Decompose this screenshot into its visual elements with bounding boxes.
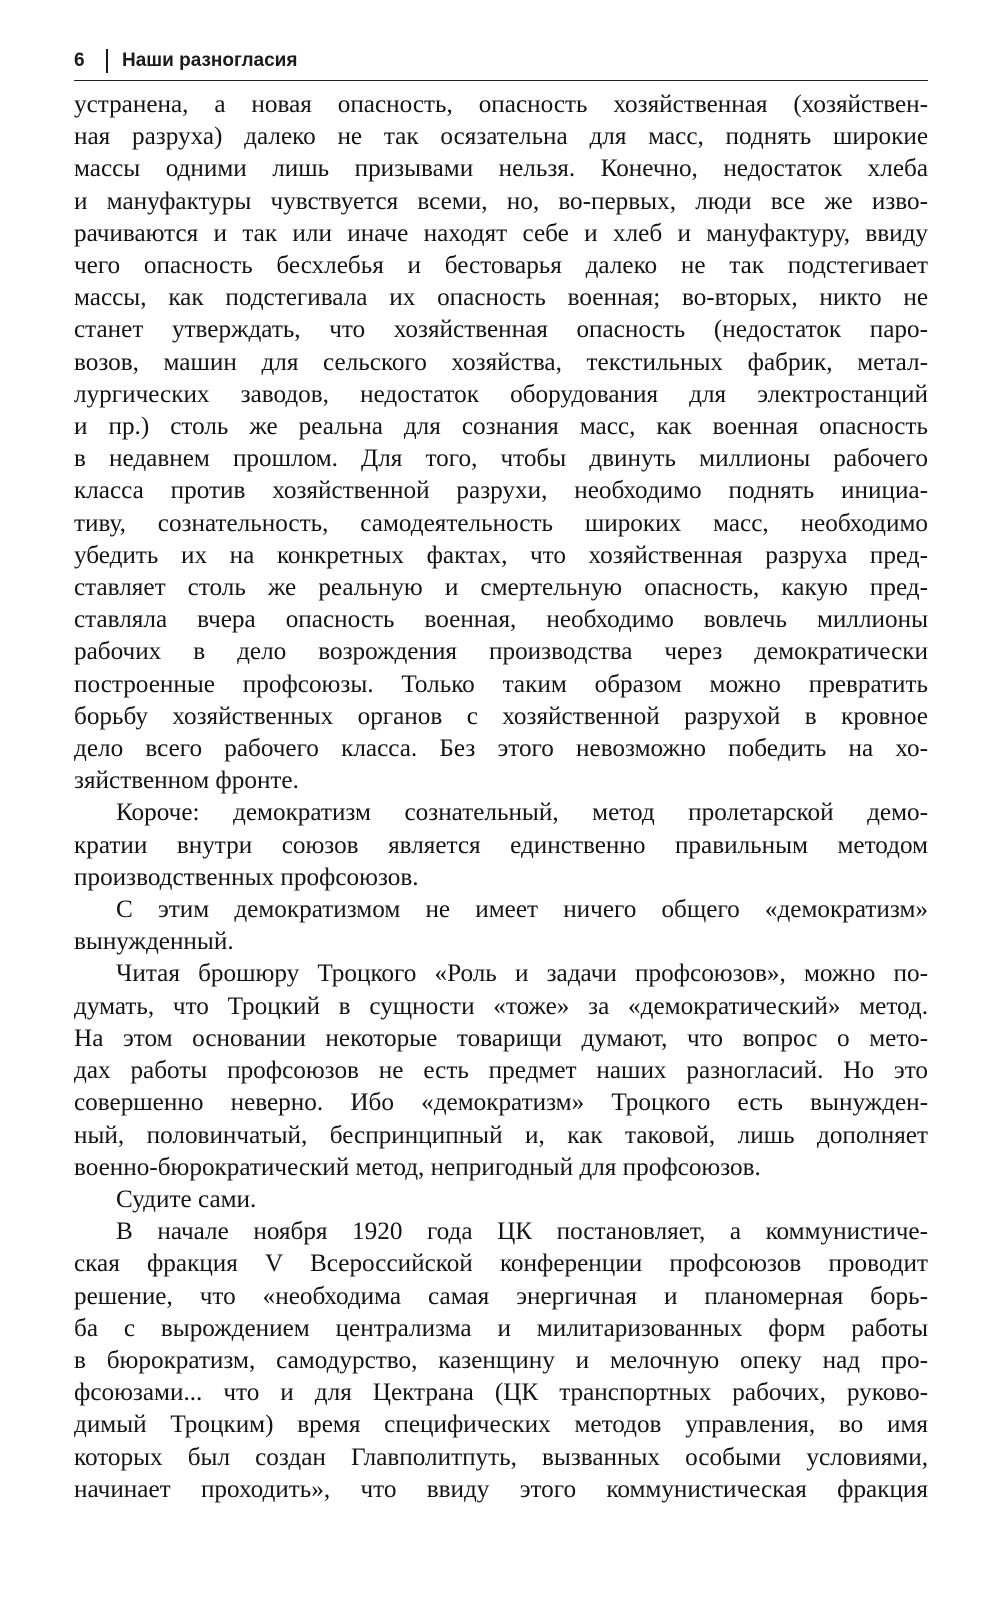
text-line: построенные профсоюзы. Только таким образом можно превратить — [74, 670, 928, 698]
text-line: С этим демократизмом не имеет ничего общего «демократизм» — [116, 896, 928, 924]
text-line: димый Троцким) время специфических методов управления, во имя — [74, 1411, 928, 1439]
text-line: вынужденный. — [74, 928, 234, 956]
text-line: В начале ноября 1920 года ЦК постановляет, а коммунистиче- — [116, 1218, 928, 1246]
text-line: кратии внутри союзов является единственно правильным методом — [74, 831, 928, 859]
text-line: решение, что «необходима самая энергичная и планомерная борь- — [74, 1282, 928, 1310]
text-line: Короче: демократизм сознательный, метод пролетарской демо- — [116, 799, 928, 827]
text-line: военно-бюрократический метод, непригодный для профсоюзов. — [74, 1153, 761, 1181]
text-line: класса против хозяйственной разрухи, необходимо поднять инициа- — [74, 477, 928, 505]
text-line: думать, что Троцкий в сущности «тоже» за «демократический» метод. — [74, 992, 928, 1020]
text-line: дах работы профсоюзов не есть предмет наших разногласий. Но это — [74, 1057, 928, 1085]
text-line: Читая брошюру Троцкого «Роль и задачи профсоюзов», можно по- — [116, 960, 928, 988]
text-line: рачиваются и так или иначе находят себе и хлеб и мануфактуру, ввиду — [74, 219, 928, 247]
text-line: ная разруха) далеко не так осязательна для масс, поднять широкие — [74, 123, 928, 151]
text-line: станет утверждать, что хозяйственная опасность (недостаток паро- — [74, 316, 928, 344]
text-line: убедить их на конкретных фактах, что хозяйственная разруха пред- — [74, 541, 928, 569]
paragraph — [74, 1216, 928, 1506]
text-line: ставляет столь же реальную и смертельную опасность, какую пред- — [74, 574, 928, 602]
text-line: ская фракция V Всероссийской конференции профсоюзов проводит — [74, 1250, 928, 1278]
text-line: борьбу хозяйственных органов с хозяйственной разрухой в кровное — [74, 702, 928, 730]
header-separator — [106, 49, 108, 73]
paragraph — [74, 894, 928, 958]
text-line: Судите сами. — [116, 1185, 257, 1213]
text-line: производственных профсоюзов. — [74, 863, 419, 891]
page-number: 6 — [74, 50, 85, 71]
text-line: массы одними лишь призывами нельзя. Конечно, недостаток хлеба — [74, 155, 928, 183]
text-line: ный, половинчатый, беспринципный и, как таковой, лишь дополняет — [74, 1121, 928, 1149]
paragraph — [74, 797, 928, 894]
text-line: начинает проходить», что ввиду этого коммунистическая фракция — [74, 1475, 928, 1503]
running-title: Наши разногласия — [122, 50, 298, 71]
text-line: дело всего рабочего класса. Без этого невозможно победить на хо- — [74, 735, 928, 763]
text-line: На этом основании некоторые товарищи думают, что вопрос о мето- — [74, 1024, 928, 1052]
text-line: которых был создан Главполитпуть, вызванных особыми условиями, — [74, 1443, 928, 1471]
text-line: чего опасность бесхлебья и бестоварья далеко не так подстегивает — [74, 252, 928, 280]
text-line: тиву, сознательность, самодеятельность широких масс, необходимо — [74, 509, 928, 537]
book-page — [74, 44, 928, 1506]
text-line: ставляла вчера опасность военная, необходимо вовлечь миллионы — [74, 606, 928, 634]
text-line: в недавнем прошлом. Для того, чтобы двинуть миллионы рабочего — [74, 445, 928, 473]
text-line: возов, машин для сельского хозяйства, текстильных фабрик, метал- — [74, 348, 928, 376]
text-line: в бюрократизм, самодурство, казенщину и мелочную опеку над про- — [74, 1346, 928, 1374]
text-line: устранена, а новая опасность, опасность хозяйственная (хозяйствен- — [74, 91, 928, 118]
text-line: лургических заводов, недостаток оборудования для электростанций — [74, 380, 928, 408]
text-line: ба с вырождением централизма и милитаризованных форм работы — [74, 1314, 928, 1342]
text-line: рабочих в дело возрождения производства через демократически — [74, 638, 928, 666]
body-text — [74, 89, 928, 1506]
text-line: зяйственном фронте. — [74, 767, 299, 795]
text-line: и мануфактуры чувствуется всеми, но, во-первых, люди все же изво- — [74, 187, 928, 215]
paragraph — [74, 89, 928, 797]
text-line: совершенно неверно. Ибо «демократизм» Троцкого есть вынужден- — [74, 1089, 928, 1117]
paragraph — [74, 1184, 928, 1216]
text-line: фсоюзами... что и для Цектрана (ЦК транспортных рабочих, руково- — [74, 1379, 928, 1407]
text-line: массы, как подстегивала их опасность военная; во-вторых, никто не — [74, 284, 928, 312]
text-line: и пр.) столь же реальна для сознания масс, как военная опасность — [74, 413, 928, 441]
running-header — [74, 44, 928, 78]
header-rule — [74, 80, 928, 81]
paragraph — [74, 958, 928, 1183]
